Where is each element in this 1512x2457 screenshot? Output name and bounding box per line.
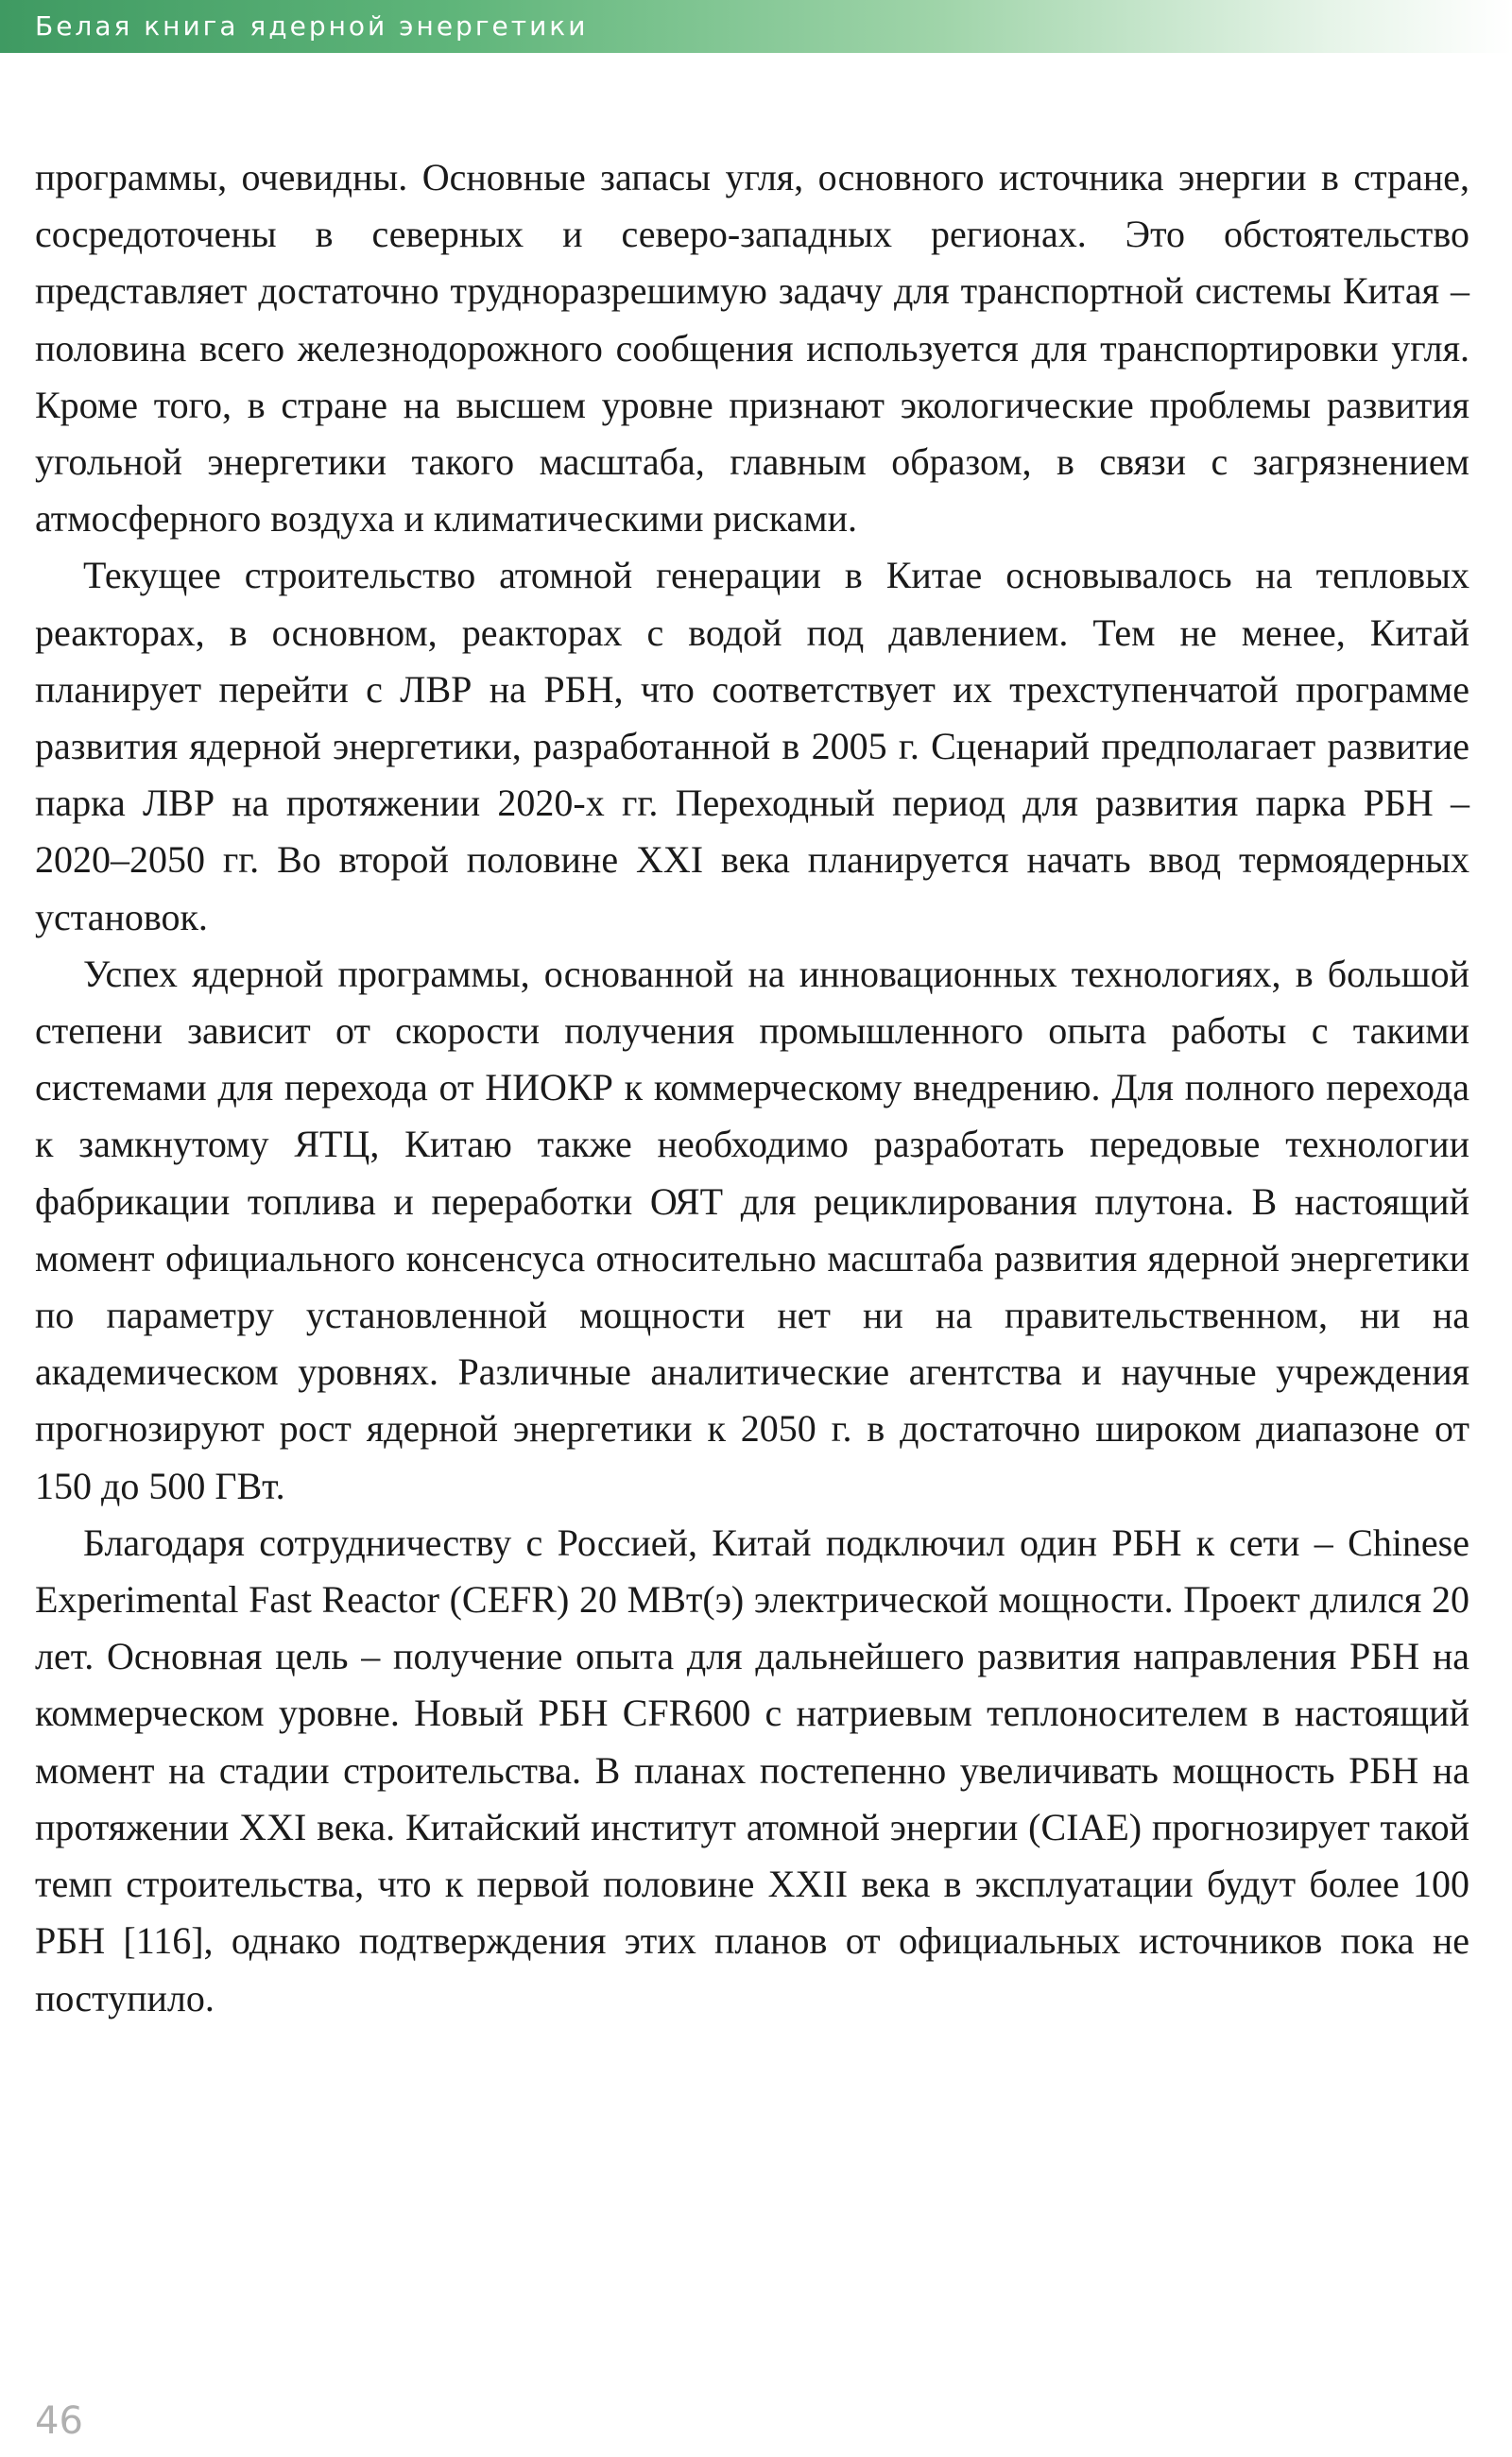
paragraph-1: программы, очевидны. Основные запасы угля, основного источника энергии в стране, сосредоточены в северных и северо-западных регионах. Это обстоятельство представляет достаточно трудноразрешимую задачу для транспортной системы Китая – половина всего железнодорожного сообщения используется для транспортировки угля. Кроме того, в стране на высшем уровне признают экологические проблемы развития угольной энергетики такого масштаба, главным образом, в связи с загрязнением атмосферного воздуха и климатическими рисками. — [35, 156, 1469, 541]
running-header-title: Белая книга ядерной энергетики — [35, 10, 589, 42]
page-number: 46 — [35, 2399, 83, 2443]
running-header — [0, 0, 1512, 53]
page-body — [35, 149, 1469, 2027]
paragraph-2: Текущее строительство атомной генерации в Китае основывалось на тепловых реакторах, в основном, реакторах с водой под давлением. Тем не менее, Китай планирует перейти с ЛВР на РБН, что соответствует их трехступенчатой программе развития ядерной энергетики, разработанной в 2005 г. Сценарий предполагает развитие парка ЛВР на протяжении 2020-х гг. Переходный период для развития парка РБН – 2020–2050 гг. Во второй половине XXI века планируется начать ввод термоядерных установок. — [35, 554, 1469, 938]
paragraph-4: Благодаря сотрудничеству с Россией, Китай подключил один РБН к сети – Chinese Experimental Fast Reactor (CEFR) 20 МВт(э) электрической мощности. Проект длился 20 лет. Основная цель – получение опыта для дальнейшего развития направления РБН на коммерческом уровне. Новый РБН CFR600 с натриевым теплоносителем в настоящий момент на стадии строительства. В планах постепенно увеличивать мощность РБН на протяжении XXI века. Китайский институт атомной энергии (CIAE) прогнозирует такой темп строительства, что к первой половине XXII века в эксплуатации будут более 100 РБН [116], однако подтверждения этих планов от официальных источников пока не поступило. — [35, 1521, 1469, 2019]
paragraph-3: Успех ядерной программы, основанной на инновационных технологиях, в большой степени зависит от скорости получения промышленного опыта работы с такими системами для перехода от НИОКР к коммерческому внедрению. Для полного перехода к замкнутому ЯТЦ, Китаю также необходимо разработать передовые технологии фабрикации топлива и переработки ОЯТ для рециклирования плутона. В настоящий момент официального консенсуса относительно масштаба развития ядерной энергетики по параметру установленной мощности нет ни на правительственном, ни на академическом уровнях. Различные аналитические агентства и научные учреждения прогнозируют рост ядерной энергетики к 2050 г. в достаточно широком диапазоне от 150 до 500 ГВт. — [35, 952, 1469, 1507]
